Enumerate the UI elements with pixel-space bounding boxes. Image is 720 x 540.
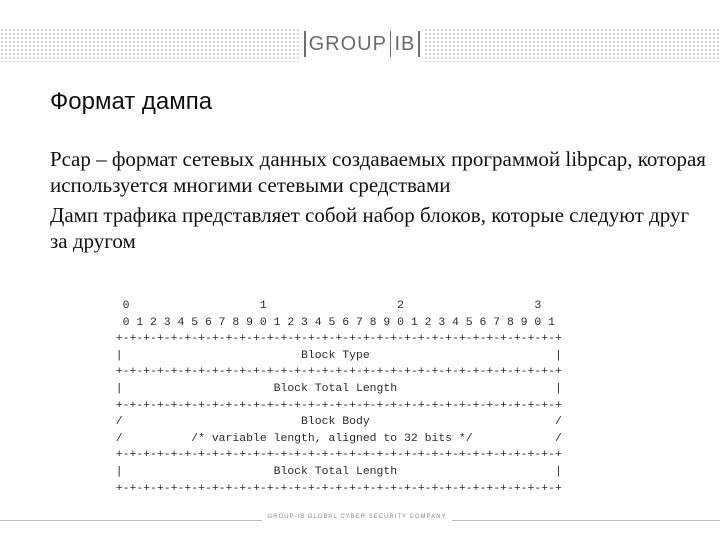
footer-tagline: GROUP-IB GLOBAL CYBER SECURITY COMPANY [267,514,447,520]
diagram-line: 0 1 2 3 [102,299,542,312]
diagram-line: +-+-+-+-+-+-+-+-+-+-+-+-+-+-+-+-+-+-+-+-+-+-+-+-+-+-+-+-+-+-+-+-+ [102,448,562,462]
diagram-line: | Block Total Length | [102,464,562,478]
header-dot-pattern-left [0,28,300,62]
group-ib-logo [300,28,424,60]
block-format-diagram [102,298,562,497]
logo-divider [304,31,306,57]
diagram-line: +-+-+-+-+-+-+-+-+-+-+-+-+-+-+-+-+-+-+-+-+-+-+-+-+-+-+-+-+-+-+-+-+ [102,332,562,346]
diagram-line: +-+-+-+-+-+-+-+-+-+-+-+-+-+-+-+-+-+-+-+-+-+-+-+-+-+-+-+-+-+-+-+-+ [102,481,562,495]
header-dot-pattern-right [424,28,720,62]
diagram-line: 0 1 2 3 4 5 6 7 8 9 0 1 2 3 4 5 6 7 8 9 0 1 2 3 4 5 6 7 8 9 0 1 [102,315,555,329]
body-paragraph: Дамп трафика представляет собой набор блоков, которые следуют друг за другом [50,203,690,253]
slide-body [50,146,710,282]
diagram-line: +-+-+-+-+-+-+-+-+-+-+-+-+-+-+-+-+-+-+-+-+-+-+-+-+-+-+-+-+-+-+-+-+ [102,365,562,379]
diagram-line: +-+-+-+-+-+-+-+-+-+-+-+-+-+-+-+-+-+-+-+-+-+-+-+-+-+-+-+-+-+-+-+-+ [102,398,562,412]
logo-divider [418,31,420,57]
diagram-line: | Block Type | [102,348,562,362]
logo-text-ib: IB [394,32,416,55]
body-paragraph: Pcap – формат сетевых данных создаваемых программой libpcap, которая используется многими сетевыми средствами [50,147,706,197]
footer-rule-right [452,520,720,521]
footer-rule-left [0,520,262,521]
logo-divider [390,31,392,57]
diagram-line: / Block Body / [102,415,562,429]
slide-title: Формат дампа [50,88,213,115]
logo-text-group: GROUP [308,32,387,55]
diagram-line: / /* variable length, aligned to 32 bits */ / [102,431,562,445]
diagram-line: | Block Total Length | [102,381,562,395]
